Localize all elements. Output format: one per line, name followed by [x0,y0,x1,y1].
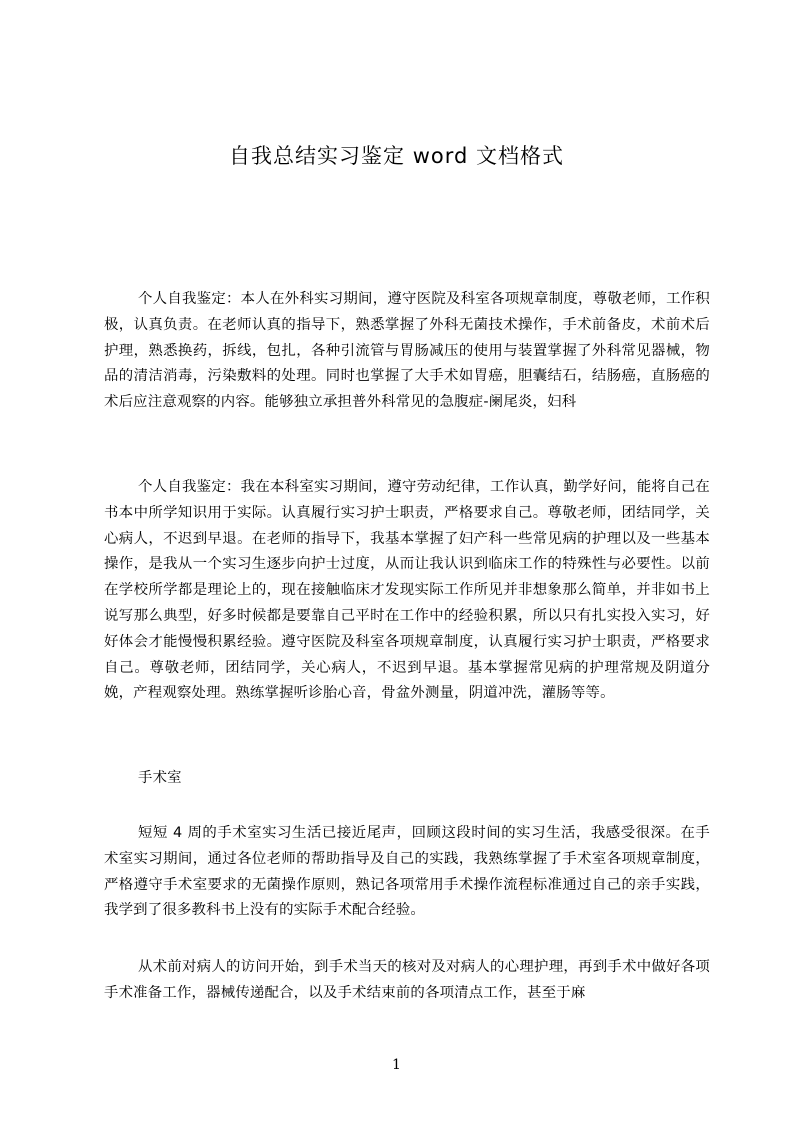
paragraph-operating-room-process: 从术前对病人的访问开始，到手术当天的核对及对病人的心理护理，再到手术中做好各项手术准备工作，器械传递配合，以及手术结束前的各项清点工作，甚至于麻 [104,959,710,1001]
paragraph-gynecology-appraisal: 个人自我鉴定：我在本科室实习期间，遵守劳动纪律，工作认真，勤学好问，能将自己在书本中所学知识用于实际。认真履行实习护士职责，严格要求自己。尊敬老师，团结同学，关心病人，不迟到早退。在老师的指导下，我基本掌握了妇产科一些常见病的护理以及一些基本操作，是我从一个实习生逐步向护士过度，从而让我认识到临床工作的特殊性与必要性。以前在学校所学都是理论上的，现在接触临床才发现实际工作所见并非想象那么简单，并非如书上说写那么典型，好多时候都是要靠自己平时在工作中的经验积累，所以只有扎实投入实习，好好体会才能慢慢积累经验。遵守医院及科室各项规章制度，认真履行实习护士职责，严格要求自己。尊敬老师，团结同学，关心病人，不迟到早退。基本掌握常见病的护理常规及阴道分娩，产程观察处理。熟练掌握听诊胎心音，骨盆外测量，阴道冲洗，灌肠等等。 [104,479,710,702]
paragraph-block-1 [104,287,710,416]
paragraph-block-4 [104,821,710,924]
paragraph-internal-medicine-appraisal: 个人自我鉴定：本人在外科实习期间，遵守医院及科室各项规章制度，尊敬老师，工作积极，认真负责。在老师认真的指导下，熟悉掌握了外科无菌技术操作，手术前备皮，术前术后护理，熟悉换药，拆线，包扎，各种引流管与胃肠减压的使用与装置掌握了外科常见器械，物品的清洁消毒，污染敷料的处理。同时也掌握了大手术如胃癌，胆囊结石，结肠癌，直肠癌的术后应注意观察的内容。能够独立承担普外科常见的急腹症-阑尾炎，妇科 [104,291,710,411]
paragraph-block-5 [104,955,710,1007]
section-heading-operating-room: 手术室 [138,770,182,786]
page-number: 1 [392,1057,401,1073]
paragraph-block-3 [104,766,710,792]
paragraph-operating-room-summary: 短短 4 周的手术室实习生活已接近尾声，回顾这段时间的实习生活，我感受很深。在手术室实习期间，通过各位老师的帮助指导及自己的实践，我熟练掌握了手术室各项规章制度，严格遵守手术室要求的无菌操作原则，熟记各项常用手术操作流程标准通过自己的亲手实践，我学到了很多教科书上没有的实际手术配合经验。 [104,825,710,919]
document-title: 自我总结实习鉴定 word 文档格式 [229,144,564,168]
paragraph-block-2 [104,475,710,707]
